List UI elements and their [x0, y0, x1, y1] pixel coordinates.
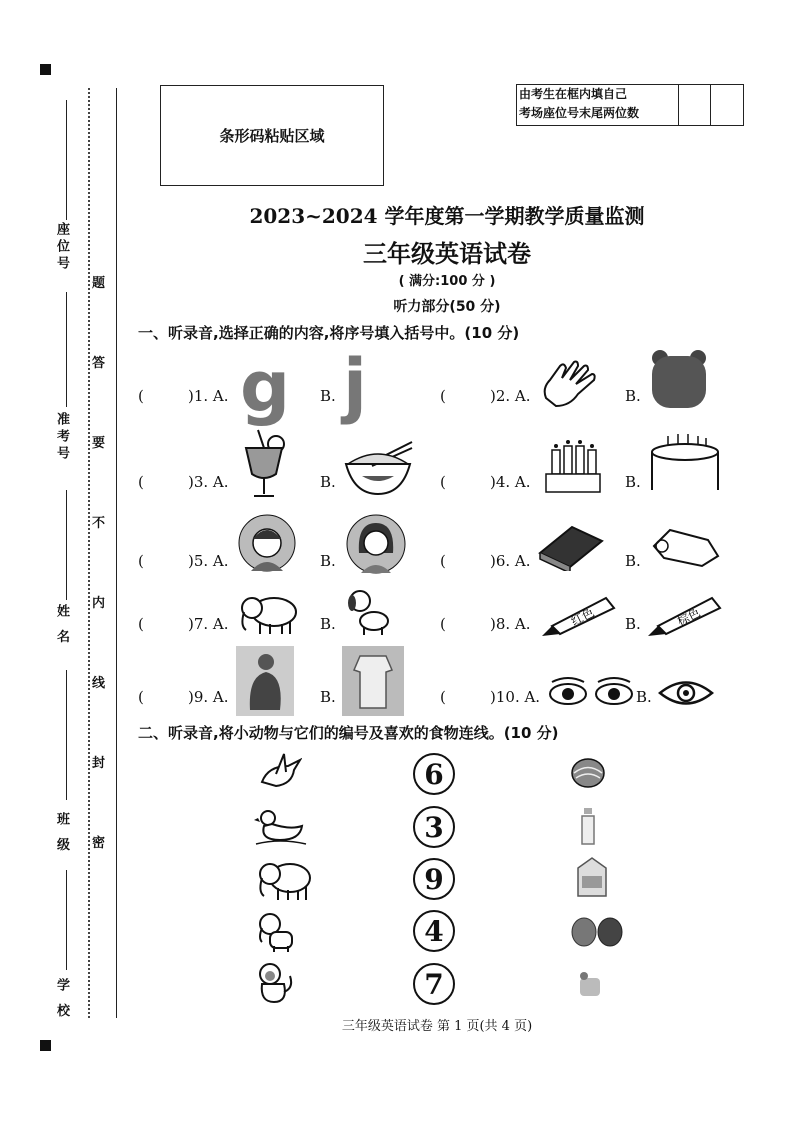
barcode-area	[160, 85, 384, 186]
question-9-label: )9. A.	[188, 688, 229, 706]
crayon-a-text: 红色	[568, 605, 597, 629]
answer-paren[interactable]: (	[138, 688, 144, 706]
school-label: 学 校	[54, 978, 69, 1021]
letter-j-image: j	[343, 344, 367, 426]
question-1-label: )1. A.	[188, 387, 229, 405]
clothes-photo-icon	[342, 646, 404, 716]
nut-food-icon	[570, 756, 606, 790]
question-2-label: )2. A.	[490, 387, 531, 405]
exam-number-label: 准考号	[54, 412, 69, 463]
question-8-label: )8. A.	[490, 615, 531, 633]
hand-icon	[540, 358, 600, 410]
duck-icon	[254, 808, 308, 846]
question-5-label: )5. A.	[188, 552, 229, 570]
option-b-label: B.	[625, 615, 641, 633]
option-b-label: B.	[320, 688, 336, 706]
seal-char: 内	[92, 596, 106, 611]
boy-portrait-icon	[237, 513, 297, 573]
class-line	[66, 670, 67, 800]
crayon-b-text: 棕色	[674, 605, 703, 629]
eggs-icon	[570, 916, 626, 948]
juice-glass-icon	[238, 428, 290, 500]
seal-char: 题	[92, 276, 106, 291]
page-footer: 三年级英语试卷 第 1 页(共 4 页)	[341, 1019, 533, 1034]
answer-paren[interactable]: (	[138, 615, 144, 633]
listening-part-heading: 听力部分(50 分)	[393, 299, 501, 315]
monkey-icon	[254, 962, 294, 1006]
barcode-label: 条形码粘贴区域	[219, 127, 325, 145]
answer-paren[interactable]: (	[440, 552, 446, 570]
option-b-label: B.	[625, 473, 641, 491]
seat-digit-cell[interactable]	[711, 85, 743, 125]
option-b-label: B.	[320, 387, 336, 405]
answer-paren[interactable]: (	[440, 615, 446, 633]
single-eye-icon	[658, 676, 714, 710]
question-10-label: )10. A.	[490, 688, 541, 706]
person-photo-icon	[236, 646, 294, 716]
seal-char: 封	[92, 756, 106, 771]
full-score: ( 满分:100 分 )	[398, 274, 496, 289]
seat-box-line1: 由考生在框内填自己	[519, 87, 628, 101]
cake-with-candles-icon	[648, 432, 722, 496]
small-elephant-icon	[256, 910, 296, 954]
seal-char: 不	[92, 516, 106, 531]
girl-portrait-icon	[345, 513, 407, 575]
animal-number-circle: 9	[413, 858, 455, 900]
elephant-icon	[236, 592, 300, 636]
option-b-label: B.	[320, 552, 336, 570]
class-label: 班 级	[54, 812, 69, 855]
option-b-label: B.	[320, 615, 336, 633]
seat-number-box	[516, 84, 744, 126]
milk-carton-icon	[574, 856, 610, 898]
answer-paren[interactable]: (	[138, 387, 144, 405]
red-crayon-icon	[540, 592, 618, 638]
school-line	[66, 870, 67, 970]
answer-paren[interactable]: (	[440, 473, 446, 491]
question-7-label: )7. A.	[188, 615, 229, 633]
animal-number-circle: 4	[413, 910, 455, 952]
section2-heading: 二、听录音,将小动物与它们的编号及喜欢的食物连线。(10 分)	[138, 724, 559, 742]
corner-marker-bottom	[40, 1040, 51, 1051]
question-4-label: )4. A.	[490, 473, 531, 491]
seat-box-line2: 考场座位号末尾两位数	[519, 106, 640, 120]
elephant-icon	[256, 858, 314, 902]
brown-crayon-icon	[646, 592, 724, 638]
exam-title: 2023~2024 学年度第一学期教学质量监测	[249, 204, 645, 228]
answer-paren[interactable]: (	[440, 387, 446, 405]
dog-icon	[344, 587, 392, 637]
two-eyes-icon	[548, 674, 634, 710]
seal-char: 密	[92, 836, 106, 851]
eraser-icon	[536, 523, 606, 571]
name-label: 姓 名	[54, 604, 69, 647]
option-b-label: B.	[625, 387, 641, 405]
bird-icon	[258, 752, 302, 792]
animal-number-circle: 6	[413, 753, 455, 795]
corner-marker-top	[40, 64, 51, 75]
option-b-label: B.	[320, 473, 336, 491]
seal-char: 要	[92, 436, 106, 451]
rice-bowl-icon	[342, 440, 414, 498]
letter-g-image: g	[240, 346, 291, 428]
seal-char: 答	[92, 356, 106, 371]
water-bottle-icon	[578, 806, 598, 846]
seat-digit-cell[interactable]	[679, 85, 712, 125]
option-b-label: B.	[625, 552, 641, 570]
option-b-label: B.	[636, 688, 652, 706]
bear-head-icon	[648, 348, 710, 410]
pencil-sharpener-icon	[648, 526, 722, 570]
seat-number-label: 座位号	[54, 222, 69, 273]
birthday-cake-icon	[542, 436, 604, 496]
answer-paren[interactable]: (	[440, 688, 446, 706]
animal-number-circle: 7	[413, 963, 455, 1005]
name-line	[66, 490, 67, 600]
section1-heading: 一、听录音,选择正确的内容,将序号填入括号中。(10 分)	[138, 324, 520, 342]
animal-number-circle: 3	[413, 806, 455, 848]
food-item-icon	[574, 968, 606, 1000]
seal-char: 线	[92, 676, 106, 691]
answer-paren[interactable]: (	[138, 552, 144, 570]
question-3-label: )3. A.	[188, 473, 229, 491]
question-6-label: )6. A.	[490, 552, 531, 570]
seat-box-instructions	[517, 85, 679, 125]
answer-paren[interactable]: (	[138, 473, 144, 491]
exam-subtitle: 三年级英语试卷	[363, 240, 531, 268]
